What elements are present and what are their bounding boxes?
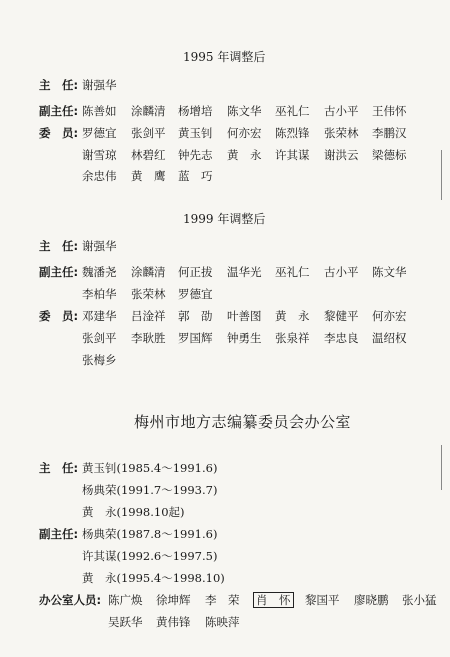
member-1995: 陈烈锋 xyxy=(275,126,310,140)
member-1999: 罗国辉 xyxy=(178,331,213,345)
deputy-1995-2: 涂麟清 xyxy=(131,104,166,118)
office-director-label: 主 任: xyxy=(39,461,79,475)
office-staff: 黎国平 xyxy=(305,593,340,607)
member-1995: 罗德宜 xyxy=(82,126,117,140)
director-1995: 谢强华 xyxy=(82,78,117,92)
director-1999: 谢强华 xyxy=(82,239,117,253)
member-1995: 张剑平 xyxy=(131,126,166,140)
deputy-1995-6: 古小平 xyxy=(324,104,359,118)
member-1995: 谢雪琼 xyxy=(82,148,117,162)
deputy-label-1999: 副主任: xyxy=(39,265,79,279)
deputy-1999: 李柏华 xyxy=(82,287,117,301)
heading-1999: 1999 年调整后 xyxy=(183,212,266,226)
office-deputy: 杨典荣(1987.8～1991.6) xyxy=(82,527,218,541)
office-staff-boxed: 肖 怀 xyxy=(253,592,294,608)
member-1995: 谢洪云 xyxy=(324,148,359,162)
director-label-1999: 主 任: xyxy=(39,239,79,253)
member-1995: 黄玉钊 xyxy=(178,126,213,140)
member-1999: 李耿胜 xyxy=(131,331,166,345)
member-1999: 郭 劭 xyxy=(178,309,213,323)
office-staff: 陈广焕 xyxy=(108,593,143,607)
deputy-label-1995: 副主任: xyxy=(39,104,79,118)
deputy-1999: 陈文华 xyxy=(372,265,407,279)
deputy-1995-4: 陈文华 xyxy=(227,104,262,118)
office-staff: 徐坤辉 xyxy=(156,593,191,607)
member-1995: 钟先志 xyxy=(178,148,213,162)
deputy-1999: 涂麟清 xyxy=(131,265,166,279)
member-1995: 张荣林 xyxy=(324,126,359,140)
member-1999: 黎健平 xyxy=(324,309,359,323)
member-1999: 邓建华 xyxy=(82,309,117,323)
director-label-1995: 主 任: xyxy=(39,78,79,92)
deputy-1995-3: 杨增培 xyxy=(178,104,213,118)
office-deputy: 许其谋(1992.6～1997.5) xyxy=(82,549,218,563)
member-1999: 黄 永 xyxy=(275,309,310,323)
office-staff-label: 办公室人员: xyxy=(39,593,102,607)
deputy-1999: 魏潘尧 xyxy=(82,265,117,279)
member-1999: 吕淦祥 xyxy=(131,309,166,323)
member-1995: 许其谋 xyxy=(275,148,310,162)
member-1995: 余忠伟 xyxy=(82,169,117,183)
members-label-1995: 委 员: xyxy=(39,126,79,140)
office-deputy: 黄 永(1995.4～1998.10) xyxy=(82,571,225,585)
office-director: 杨典荣(1991.7～1993.7) xyxy=(82,483,218,497)
deputy-1999: 古小平 xyxy=(324,265,359,279)
member-1999: 叶善图 xyxy=(227,309,262,323)
deputy-1999: 何正拔 xyxy=(178,265,213,279)
office-staff: 李 荣 xyxy=(205,593,240,607)
member-1999: 李忠良 xyxy=(324,331,359,345)
member-1999: 张剑平 xyxy=(82,331,117,345)
member-1999: 钟勇生 xyxy=(227,331,262,345)
deputy-1995-7: 王伟怀 xyxy=(372,104,407,118)
member-1995: 黄 永 xyxy=(227,148,262,162)
member-1999: 张梅乡 xyxy=(82,353,117,367)
member-1995: 李鹏汉 xyxy=(372,126,407,140)
office-staff: 陈映萍 xyxy=(205,615,240,629)
heading-1995: 1995 年调整后 xyxy=(183,50,266,64)
member-1999: 张泉祥 xyxy=(275,331,310,345)
office-director: 黄玉钊(1985.4～1991.6) xyxy=(82,461,218,475)
member-1999: 何亦宏 xyxy=(372,309,407,323)
deputy-1999: 巫礼仁 xyxy=(275,265,310,279)
office-deputy-label: 副主任: xyxy=(39,527,79,541)
member-1995: 何亦宏 xyxy=(227,126,262,140)
member-1995: 梁德标 xyxy=(372,148,407,162)
office-staff: 吴跃华 xyxy=(108,615,143,629)
member-1995: 蓝 巧 xyxy=(178,169,213,183)
scan-edge-mark xyxy=(441,150,442,200)
office-staff: 黄伟锋 xyxy=(156,615,191,629)
member-1999: 温绍权 xyxy=(372,331,407,345)
deputy-1995-1: 陈善如 xyxy=(82,104,117,118)
deputy-1999: 罗德宜 xyxy=(178,287,213,301)
office-title: 梅州市地方志编纂委员会办公室 xyxy=(134,413,352,431)
office-staff: 张小猛 xyxy=(402,593,437,607)
scan-edge-mark xyxy=(441,445,442,490)
deputy-1999: 温华光 xyxy=(227,265,262,279)
deputy-1995-5: 巫礼仁 xyxy=(275,104,310,118)
member-1995: 黄 鹰 xyxy=(131,169,166,183)
deputy-1999: 张荣林 xyxy=(131,287,166,301)
office-staff: 廖晓鹏 xyxy=(354,593,389,607)
member-1995: 林碧红 xyxy=(131,148,166,162)
members-label-1999: 委 员: xyxy=(39,309,79,323)
office-director: 黄 永(1998.10起) xyxy=(82,505,185,519)
